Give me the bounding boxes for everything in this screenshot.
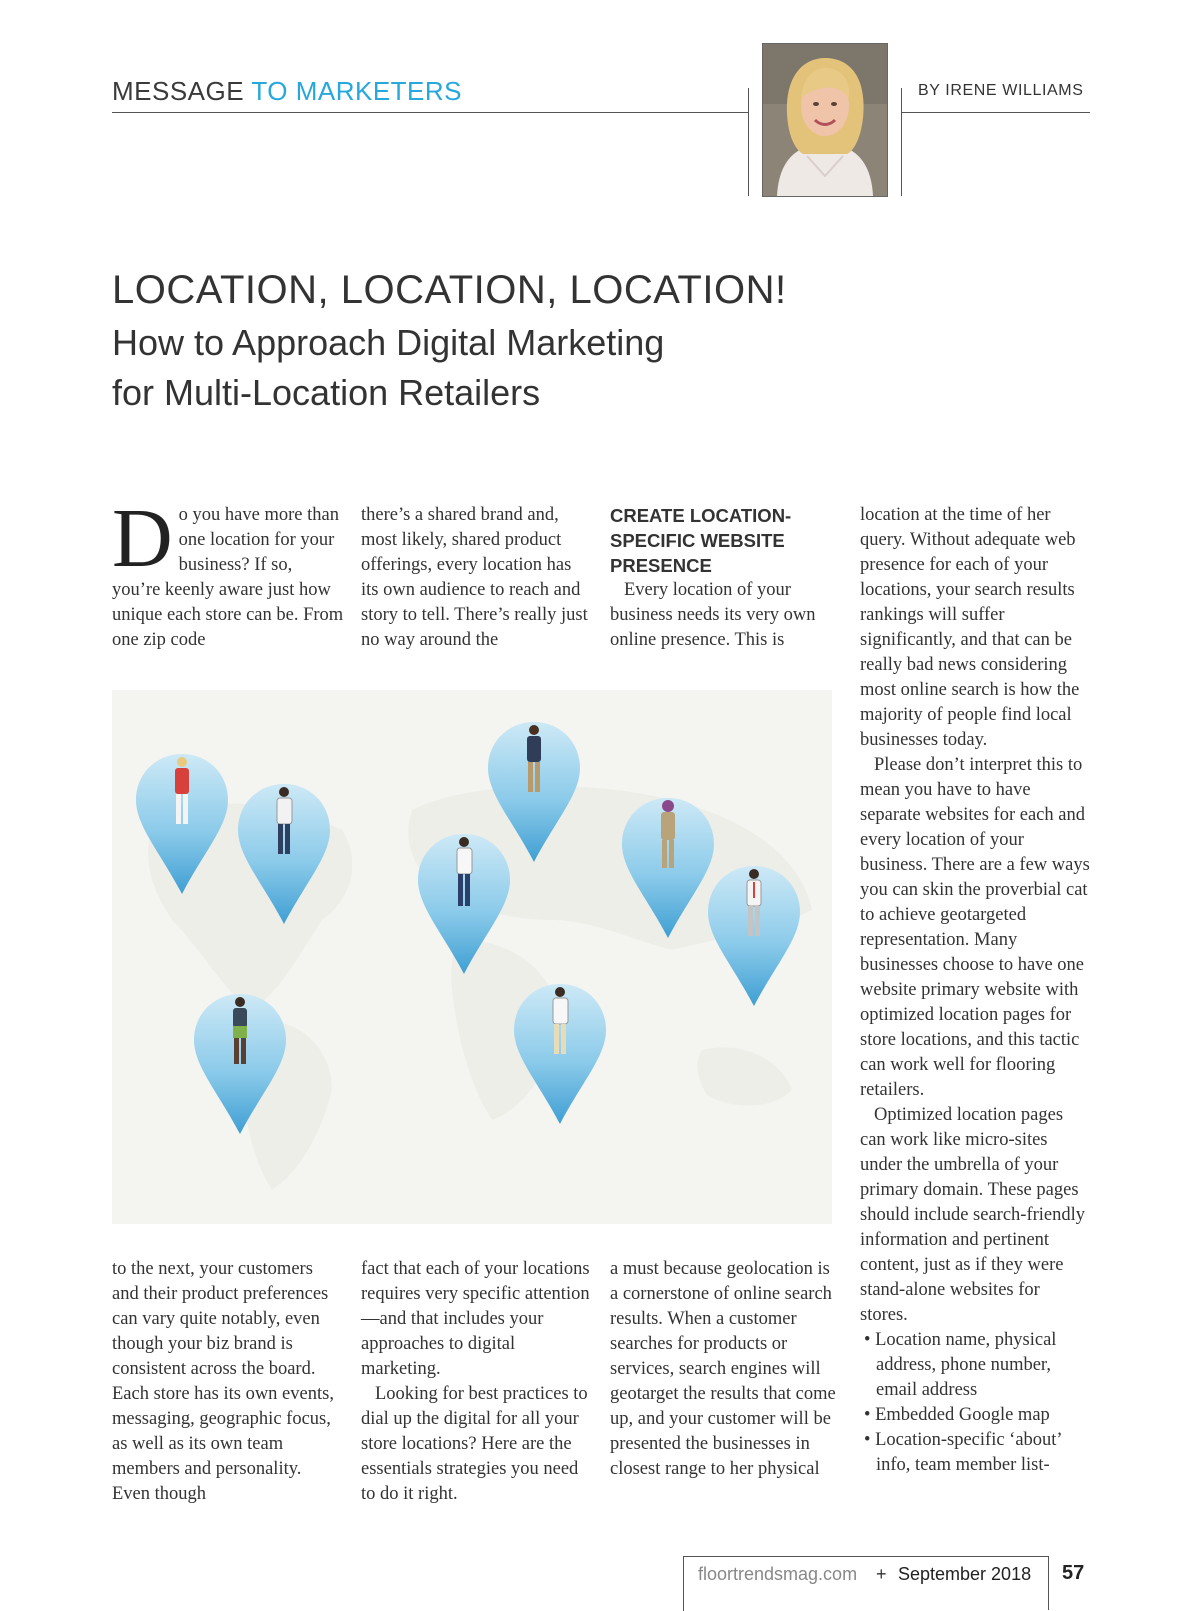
header-rule-left xyxy=(112,112,749,113)
section-header xyxy=(112,76,462,107)
column-3-bottom-text: a must because geolocation is a cornerstone of online search results. When a customer searches for products or services, search engines will geotarget the results that come up, and your customer will be presented the businesses in closest range to her physical xyxy=(610,1259,836,1479)
author-portrait-icon xyxy=(763,44,887,196)
article-title: LOCATION, LOCATION, LOCATION! xyxy=(112,268,787,312)
column-1-bottom-text: to the next, your customers and their product preferences can vary quite notably, even though your biz brand is consistent across the board. Each store has its own events, messaging, geographic focus, as well as its own team members and personality. Even though xyxy=(112,1259,334,1504)
header-rule-right xyxy=(901,112,1090,113)
list-item: • Location name, physical address, phone number, email address xyxy=(864,1330,1057,1400)
column-1-bottom xyxy=(112,1257,344,1507)
section-heading: CREATE LOCATION-SPECIFIC WEBSITE PRESENCE xyxy=(610,505,792,576)
column-4-paragraph-3: Optimized location pages can work like micro-sites under the umbrella of your primary domain. These pages should include search-friendly information and pertinent content, just as if they were stand-alone websites for stores. xyxy=(860,1105,1086,1325)
header-divider-right xyxy=(901,88,902,196)
column-2-top xyxy=(361,503,593,653)
subtitle-line-1: How to Approach Digital Marketing xyxy=(112,322,665,363)
section-label-part2: TO MARKETERS xyxy=(251,76,463,106)
column-3-bottom xyxy=(610,1257,842,1482)
page-number: 57 xyxy=(1062,1562,1085,1584)
footer-date: September 2018 xyxy=(898,1564,1032,1584)
footer-divider xyxy=(1048,1556,1049,1610)
map-illustration xyxy=(112,690,832,1224)
column-2-bottom-paragraph-1: fact that each of your locations requires very specific attention—and that includes your approaches to digital marketing. xyxy=(361,1259,590,1379)
column-2-bottom-paragraph-2: Looking for best practices to dial up the digital for all your store locations? Here are the essentials strategies you need to do it right. xyxy=(361,1384,588,1504)
author-photo xyxy=(762,43,888,197)
column-4-paragraph-2: Please don’t interpret this to mean you have to have separate websites for each and every location of your business. There are a few ways you can skin the proverbial cat to achieve geotargeted representation. Many businesses choose to have one website primary website with optimized location pages for store locations, and this tactic can work well for flooring retailers. xyxy=(860,755,1090,1100)
drop-cap: D xyxy=(112,492,173,585)
column-4 xyxy=(860,503,1092,1478)
column-4-paragraph-1: location at the time of her query. Without adequate web presence for each of your locations, your search results rankings will suffer significantly, and that can be really bad news considering most online search is how the majority of people find local businesses today. xyxy=(860,505,1080,750)
map-location-pins-icon xyxy=(112,690,832,1224)
column-3-top-text: Every location of your business needs its very own online presence. This is xyxy=(610,580,816,650)
subtitle-line-2: for Multi-Location Retailers xyxy=(112,372,541,413)
column-2-top-text: there’s a shared brand and, most likely, shared product offerings, every location has its own audience to reach and story to tell. There’s really just no way around the xyxy=(361,505,588,650)
footer-separator: + xyxy=(876,1564,887,1584)
list-item: • Location-specific ‘about’ info, team member list- xyxy=(864,1430,1062,1475)
column-1-top-text: o you have more than one location for your business? If so, you’re keenly aware just how unique each store can be. From one zip code xyxy=(112,505,344,650)
column-3-top xyxy=(610,503,842,653)
column-1-top xyxy=(112,492,344,653)
article-subtitle xyxy=(112,318,812,418)
feature-list xyxy=(860,1328,1092,1478)
section-label-part1: MESSAGE xyxy=(112,76,245,106)
header-divider-left xyxy=(748,88,749,196)
byline: BY IRENE WILLIAMS xyxy=(918,82,1084,99)
list-item: • Embedded Google map xyxy=(864,1405,1050,1425)
column-2-bottom xyxy=(361,1257,593,1507)
footer-site: floortrendsmag.com xyxy=(698,1564,858,1584)
